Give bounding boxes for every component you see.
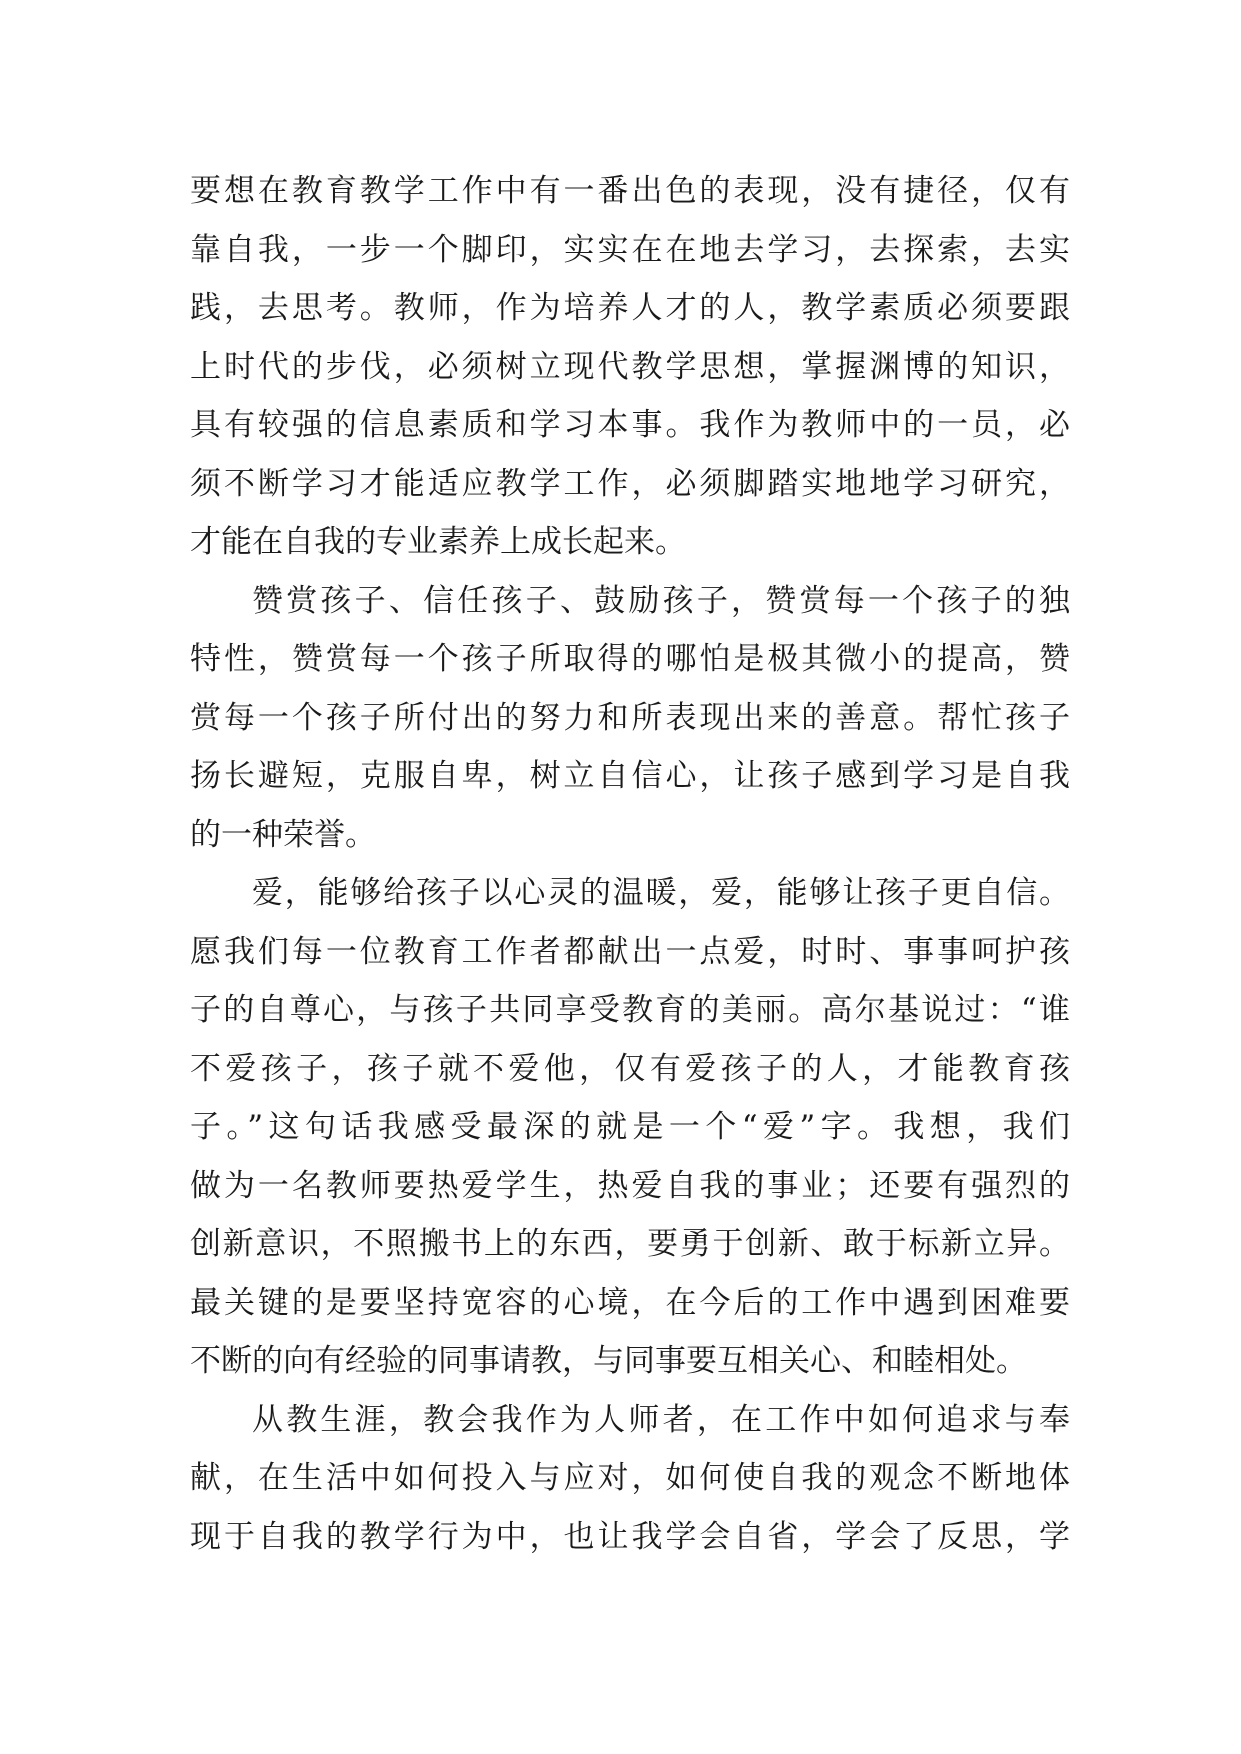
text-line: 靠自我，一步一个脚印，实实在在地去学习，去探索，去实 (190, 231, 1070, 268)
text-line: 从教生涯，教会我作为人师者，在工作中如何追求与奉 (252, 1401, 1070, 1438)
text-line: 赏每一个孩子所付出的努力和所表现出来的善意。帮忙孩子 (190, 699, 1070, 736)
text-line: 最关键的是要坚持宽容的心境，在今后的工作中遇到困难要 (190, 1284, 1070, 1321)
text-line: 践，去思考。教师，作为培养人才的人，教学素质必须要跟 (190, 290, 1070, 326)
text-line: 须不断学习才能适应教学工作，必须脚踏实地地学习研究， (190, 465, 1070, 502)
paragraph (190, 572, 1070, 865)
paragraph (190, 1391, 1070, 1567)
text-line: 上时代的步伐，必须树立现代教学思想，掌握渊博的知识， (190, 348, 1070, 385)
text-line: 的一种荣誉。 (190, 816, 376, 853)
text-line: 扬长避短，克服自卑，树立自信心，让孩子感到学习是自我 (190, 758, 1070, 794)
text-line: 不断的向有经验的同事请教，与同事要互相关心、和睦相处。 (190, 1343, 1027, 1379)
text-line: 做为一名教师要热爱学生，热爱自我的事业；还要有强烈的 (190, 1167, 1070, 1204)
text-line: 现于自我的教学行为中，也让我学会自省，学会了反思，学 (190, 1518, 1070, 1555)
text-line: 献，在生活中如何投入与应对，如何使自我的观念不断地体 (190, 1460, 1070, 1496)
text-line: 不爱孩子，孩子就不爱他，仅有爱孩子的人，才能教育孩 (190, 1050, 1070, 1087)
text-line: 创新意识，不照搬书上的东西，要勇于创新、敢于标新立异。 (190, 1226, 1070, 1262)
text-line: 子的自尊心，与孩子共同享受教育的美丽。高尔基说过：“谁 (190, 992, 1070, 1028)
text-line: 要想在教育教学工作中有一番出色的表现，没有捷径，仅有 (190, 173, 1070, 209)
text-line: 愿我们每一位教育工作者都献出一点爱，时时、事事呵护孩 (190, 933, 1070, 970)
text-line: 才能在自我的专业素养上成长起来。 (190, 524, 686, 560)
text-line: 爱，能够给孩子以心灵的温暖，爱，能够让孩子更自信。 (252, 875, 1070, 911)
text-line: 特性，赞赏每一个孩子所取得的哪怕是极其微小的提高，赞 (190, 641, 1070, 677)
text-line: 子。”这句话我感受最深的就是一个“爱”字。我想，我们 (190, 1109, 1070, 1145)
paragraph (190, 162, 1070, 572)
body-text (190, 162, 1070, 1566)
paragraph (190, 864, 1070, 1391)
text-line: 具有较强的信息素质和学习本事。我作为教师中的一员，必 (190, 407, 1070, 443)
text-line: 赞赏孩子、信任孩子、鼓励孩子，赞赏每一个孩子的独 (252, 582, 1070, 619)
